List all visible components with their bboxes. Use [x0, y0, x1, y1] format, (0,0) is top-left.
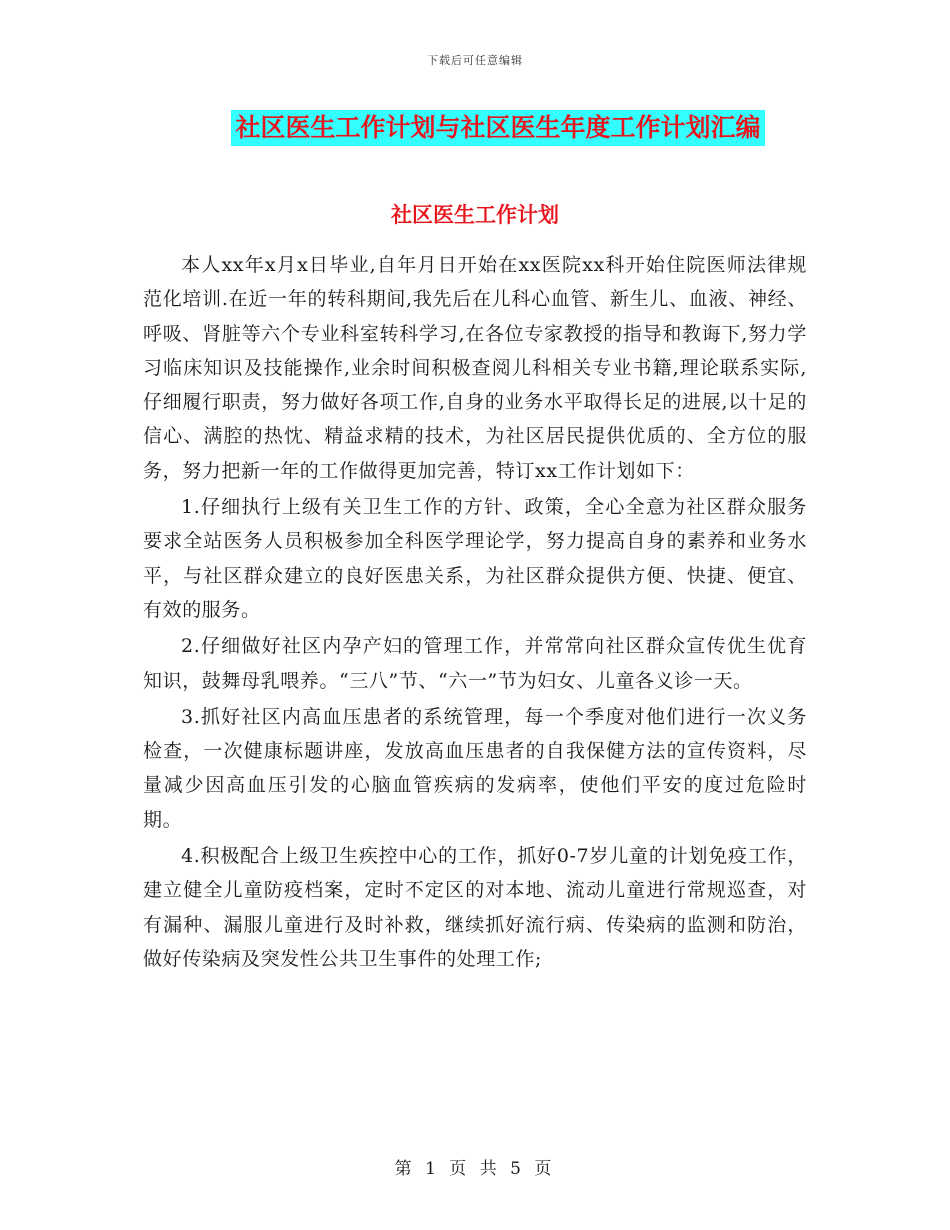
section-title: 社区医生工作计划: [391, 202, 559, 227]
paragraph-item-1: 1.仔细执行上级有关卫生工作的方针、政策，全心全意为社区群众服务要求全站医务人员积极参加全科医学理论学，努力提高自身的素养和业务水平，与社区群众建立的良好医患关系，为社区群众提供方便、快捷、便宜、有效的服务。: [143, 496, 807, 621]
paragraph-item-4: 4.积极配合上级卫生疾控中心的工作，抓好0-7岁儿童的计划免疫工作，建立健全儿童防疫档案，定时不定区的对本地、流动儿童进行常规巡查，对有漏种、漏服儿童进行及时补救，继续抓好流行病、传染病的监测和防治，做好传染病及突发性公共卫生事件的处理工作;: [143, 845, 807, 970]
paragraph-item-2: 2.仔细做好社区内孕产妇的管理工作，并常常向社区群众宣传优生优育知识，鼓舞母乳喂养。“三八”节、“六一”节为妇女、儿童各义诊一天。: [143, 635, 807, 692]
header-note: 下载后可任意编辑: [427, 54, 523, 67]
paragraph-intro: 本人xx年x月x日毕业,自年月日开始在xx医院xx科开始住院医师法律规范化培训.在近一年的转科期间,我先后在儿科心血管、新生儿、血液、神经、呼吸、肾脏等六个专业科室转科学习,在各位专家教授的指导和教诲下,努力学习临床知识及技能操作,业余时间积极查阅儿科相关专业书籍,理论联系实际,仔细履行职责，努力做好各项工作,自身的业务水平取得长足的进展,以十足的信心、满腔的热忱、精益求精的技术，为社区居民提供优质的、全方位的服务，努力把新一年的工作做得更加完善，特订xx工作计划如下：: [143, 254, 807, 482]
main-title: 社区医生工作计划与社区医生年度工作计划汇编: [231, 110, 764, 146]
main-title-container: [0, 110, 950, 146]
paragraph-item-3: 3.抓好社区内高血压患者的系统管理，每一个季度对他们进行一次义务检查，一次健康标题讲座，发放高血压患者的自我保健方法的宣传资料，尽量减少因高血压引发的心脑血管疾病的发病率，使他们平安的度过危险时期。: [143, 705, 807, 831]
page-number-footer: 第 1 页 共 5 页: [394, 1159, 556, 1179]
document-body: [143, 248, 807, 976]
